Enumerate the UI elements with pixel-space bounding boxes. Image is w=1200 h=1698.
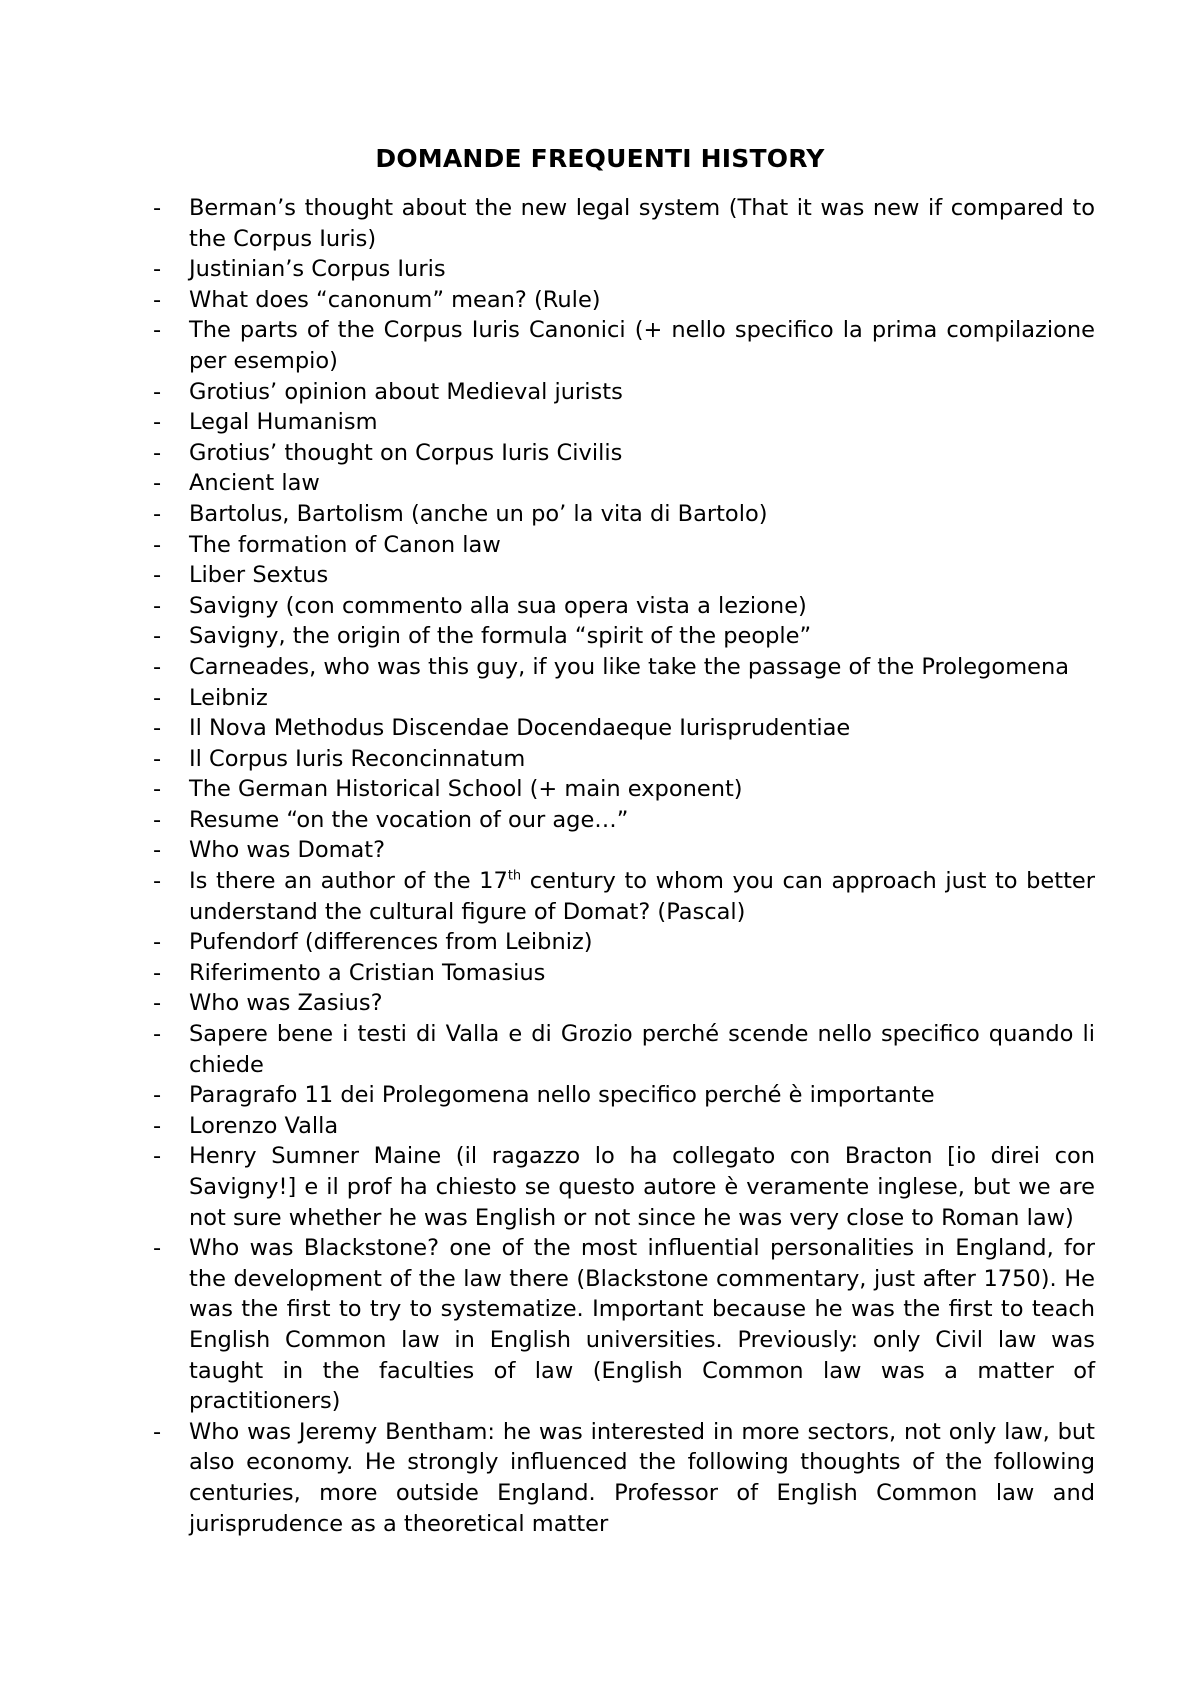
list-item-text: Who was Zasius? [189, 990, 383, 1017]
bullet-dash: - [153, 776, 162, 803]
list-item [150, 805, 1095, 836]
list-item-text: Paragrafo 11 dei Prolegomena nello specifico perché è importante [189, 1082, 935, 1109]
list-item-text: Grotius’ opinion about Medieval jurists [189, 378, 623, 405]
list-item [150, 1233, 1095, 1417]
bullet-dash: - [153, 439, 162, 466]
list-item [150, 315, 1095, 376]
list-item-text: Berman’s thought about the new legal system (That it was new if compared to the Corpus Iuris) [189, 195, 1095, 252]
bullet-dash: - [153, 868, 162, 895]
list-item [150, 713, 1095, 744]
list-item-text: Il Nova Methodus Discendae Docendaeque Iurisprudentiae [189, 715, 851, 742]
list-item-text: Sapere bene i testi di Valla e di Grozio perché scende nello specifico quando li chiede [189, 1021, 1095, 1078]
list-item [150, 621, 1095, 652]
list-item-text: Bartolus, Bartolism (anche un po’ la vita di Bartolo) [189, 500, 768, 527]
list-item [150, 774, 1095, 805]
list-item-text-part: century to whom you can approach just to better understand the cultural figure of Domat? (Pascal) [189, 868, 1096, 925]
list-item-text: What does “canonum” mean? (Rule) [189, 286, 601, 313]
list-item [150, 530, 1095, 561]
list-item-text: Who was Blackstone? one of the most influential personalities in England, for the development of the law there (Blackstone commentary, just after 1750). He was the first to try to systematize. Important because he was the first to teach English Common law in English universities. Previously: only Civil law was taught in the faculties of law (English Common law was a matter of practitioners) [189, 1235, 1095, 1415]
list-item-text-part: Is there an author of the 17 [189, 868, 508, 895]
bullet-dash: - [153, 929, 162, 956]
list-item-text [189, 868, 1095, 925]
list-item-text: Leibniz [189, 684, 268, 711]
list-item-text: Savigny, the origin of the formula “spirit of the people” [189, 623, 812, 650]
bullet-dash: - [153, 653, 162, 680]
ordinal-superscript: th [507, 868, 522, 884]
bullet-dash: - [153, 409, 162, 436]
list-item [150, 927, 1095, 958]
list-item-text: Carneades, who was this guy, if you like take the passage of the Prolegomena [189, 653, 1070, 680]
bullet-dash: - [153, 990, 162, 1017]
list-item-text: Savigny (con commento alla sua opera vista a lezione) [189, 592, 807, 619]
list-item [150, 1019, 1095, 1080]
bullet-dash: - [153, 1112, 162, 1139]
list-item [150, 1417, 1095, 1539]
list-item-text: The parts of the Corpus Iuris Canonici (+ nello specifico la prima compilazione per esempio) [189, 317, 1095, 374]
document-title: DOMANDE FREQUENTI HISTORY [375, 144, 825, 173]
list-item [150, 1080, 1095, 1111]
bullet-dash: - [153, 806, 162, 833]
bullet-dash: - [153, 470, 162, 497]
list-item-text: Who was Jeremy Bentham: he was interested in more sectors, not only law, but also economy. He strongly influenced the following thoughts of the following centuries, more outside England. Professor of English Common law and jurisprudence as a theoretical matter [189, 1418, 1095, 1537]
list-item [150, 285, 1095, 316]
list-item [150, 866, 1095, 927]
list-item-text: Grotius’ thought on Corpus Iuris Civilis [189, 439, 623, 466]
list-item-text: Legal Humanism [189, 409, 378, 436]
bullet-dash: - [153, 195, 162, 221]
list-item [150, 988, 1095, 1019]
list-item [150, 683, 1095, 714]
list-item [150, 407, 1095, 438]
bullet-dash: - [153, 837, 162, 864]
question-list [150, 193, 1095, 1539]
list-item-text: Riferimento a Cristian Tomasius [189, 959, 546, 986]
list-item-text: Lorenzo Valla [189, 1112, 339, 1139]
bullet-dash: - [153, 1143, 162, 1170]
list-item [150, 560, 1095, 591]
bullet-dash: - [153, 715, 162, 742]
list-item-text: Who was Domat? [189, 837, 386, 864]
list-item [150, 499, 1095, 530]
bullet-dash: - [153, 286, 162, 313]
bullet-dash: - [153, 531, 162, 558]
bullet-dash: - [153, 623, 162, 650]
list-item [150, 835, 1095, 866]
list-item [150, 591, 1095, 622]
bullet-dash: - [153, 684, 162, 711]
bullet-dash: - [153, 959, 162, 986]
bullet-dash: - [153, 592, 162, 619]
list-item [150, 377, 1095, 408]
list-item-text: The German Historical School (+ main exponent) [189, 776, 743, 803]
bullet-dash: - [153, 500, 162, 527]
list-item-text: Justinian’s Corpus Iuris [189, 256, 446, 283]
list-item [150, 254, 1095, 285]
bullet-dash: - [153, 1418, 162, 1445]
list-item [150, 1141, 1095, 1233]
bullet-dash: - [153, 1082, 162, 1109]
list-item-text: Ancient law [189, 470, 320, 497]
bullet-dash: - [153, 1021, 162, 1048]
list-item [150, 744, 1095, 775]
bullet-dash: - [153, 317, 162, 344]
list-item-text: Liber Sextus [189, 562, 329, 589]
list-item-text: The formation of Canon law [189, 531, 501, 558]
bullet-dash: - [153, 562, 162, 589]
bullet-dash: - [153, 256, 162, 283]
list-item [150, 1111, 1095, 1142]
list-item [150, 438, 1095, 469]
list-item [150, 652, 1095, 683]
list-item [150, 468, 1095, 499]
list-item [150, 193, 1095, 254]
bullet-dash: - [153, 745, 162, 772]
bullet-dash: - [153, 378, 162, 405]
list-item-text: Resume “on the vocation of our age…” [189, 806, 629, 833]
bullet-dash: - [153, 1235, 162, 1262]
list-item [150, 958, 1095, 989]
list-item-text: Pufendorf (differences from Leibniz) [189, 929, 593, 956]
list-item-text: Il Corpus Iuris Reconcinnatum [189, 745, 526, 772]
list-item-text: Henry Sumner Maine (il ragazzo lo ha collegato con Bracton [io direi con Savigny!] e il prof ha chiesto se questo autore è veramente inglese, but we are not sure whether he was English or not since he was very close to Roman law) [189, 1143, 1095, 1231]
